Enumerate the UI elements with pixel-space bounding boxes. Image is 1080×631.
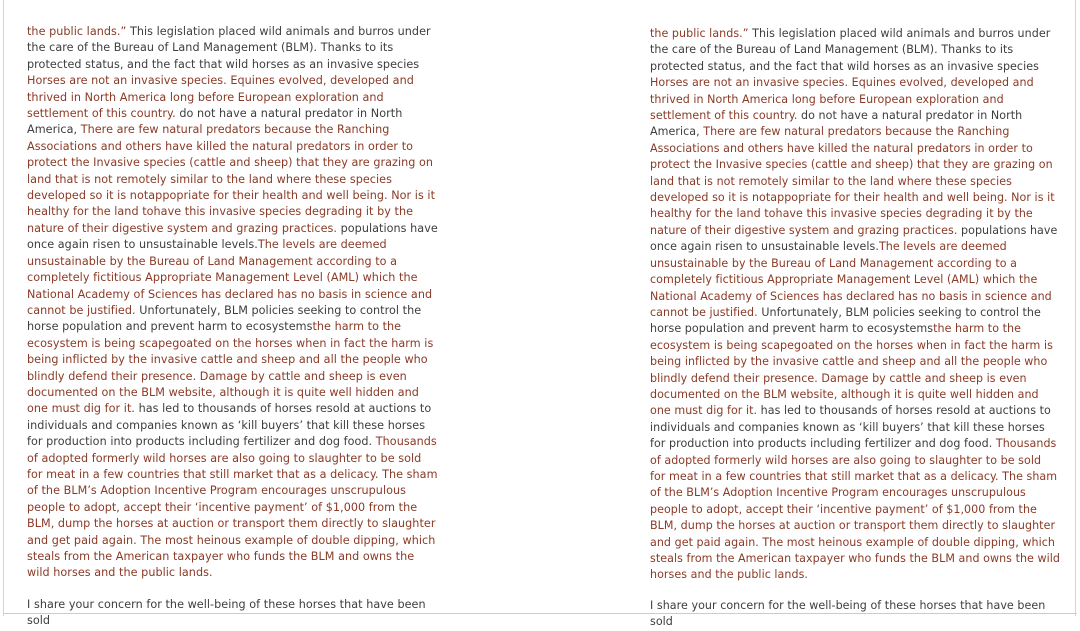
text-segment-edited: Horses are not an invasive species. Equines evolved, developed and thrived in North America long before European exploration and settlement of this country. [27, 74, 414, 121]
text-segment-original: has led to thousands of horses resold at auctions to individuals and companies known as ‘kill buyers’ that kill these horses for production into products including fertilizer and dog food. [650, 404, 1051, 451]
text-segment-original: populations have once again risen to unsustainable levels. [650, 223, 1058, 254]
text-segment-original: This legislation placed wild animals and burros under the care of the Bureau of Land Management (BLM). Thanks to its protected status, and the fact that wild horses as an invasive species [650, 27, 1051, 73]
text-segment-edited: the harm to the ecosystem is being scapegoated on the horses when in fact the harm is being inflicted by the invasive cattle and sheep and all the people who blindly defend their presence. Damage by cattle and sheep is even documented on the BLM website, although it is quite well hidden and one must dig for it. [27, 320, 434, 416]
text-segment-original: Unfortunately, BLM policies seeking to control the horse population and prevent harm to ecosystems [650, 305, 1041, 336]
bottom-divider [3, 613, 1077, 614]
text-segment-edited: There are few natural predators because the Ranching Associations and others have killed the natural predators in order to protect the Invasive species (cattle and sheep) that they are grazing on land that is not remotely similar to the land where these species developed so it is notappopriate for their health and well being. Nor is it healthy for the land tohave this invasive species degrading it by the nature of their digestive system and grazing practices. [650, 125, 1055, 237]
text-segment-edited: the harm to the ecosystem is being scapegoated on the horses when in fact the harm is being inflicted by the invasive cattle and sheep and all the people who blindly defend their presence. Damage by cattle and sheep is even documented on the BLM website, although it is quite well hidden and one must dig for it. [650, 322, 1053, 418]
text-segment-original: has led to thousands of horses resold at auctions to individuals and companies known as ‘kill buyers’ that kill these horses for production into products including fertilizer and dog food. [27, 402, 432, 449]
text-segment-edited: Horses are not an invasive species. Equines evolved, developed and thrived in North America long before European exploration and settlement of this country. [650, 76, 1034, 123]
text-segment-edited: the public lands.” [650, 27, 753, 40]
text-segment-original: Unfortunately, BLM policies seeking to control the horse population and prevent harm to ecosystems [27, 303, 422, 334]
text-segment-edited: The levels are deemed unsustainable by the Bureau of Land Management according to a completely fictitious Appropriate Management Level (AML) which the National Academy of Sciences has declared has no basis in science and cannot be justified. [650, 240, 1052, 319]
document-page-left [3, 0, 455, 628]
document-page-right [634, 0, 1076, 629]
text-segment-original: do not have a natural predator in North America, [650, 109, 1023, 139]
closing-line: I share your concern for the well-being of these horses that have been sold [27, 597, 426, 628]
text-segment-edited: the public lands.” [27, 25, 130, 38]
text-segment-original: do not have a natural predator in North America, [27, 107, 403, 137]
text-segment-edited: The levels are deemed unsustainable by the Bureau of Land Management according to a completely fictitious Appropriate Management Level (AML) which the National Academy of Sciences has declared has no basis in science and cannot be justified. [27, 238, 433, 317]
text-segment-edited: Thousands of adopted formerly wild horses are also going to slaughter to be sold for meat in a few countries that still market that as a delicacy. The sham of the BLM’s Adoption Incentive Program encourages unscrupulous people to adopt, accept their ‘incentive payment’ of $1,000 from the BLM, dump the horses at auction or transport them directly to slaughter and get paid again. The most heinous example of double dipping, which steals from the American taxpayer who funds the BLM and owns the wild horses and the public lands. [27, 435, 438, 580]
text-segment-original: This legislation placed wild animals and burros under the care of the Bureau of Land Management (BLM). Thanks to its protected status, and the fact that wild horses as an invasive species [27, 25, 431, 71]
text-segment-original: populations have once again risen to unsustainable levels. [27, 221, 438, 252]
text-segment-edited: Thousands of adopted formerly wild horses are also going to slaughter to be sold for meat in a few countries that still market that as a delicacy. The sham of the BLM’s Adoption Incentive Program encourages unscrupulous people to adopt, accept their ‘incentive payment’ of $1,000 from the BLM, dump the horses at auction or transport them directly to slaughter and get paid again. The most heinous example of double dipping, which steals from the American taxpayer who funds the BLM and owns the wild horses and the public lands. [650, 437, 1060, 582]
main-paragraph [27, 24, 439, 582]
text-segment-edited: There are few natural predators because the Ranching Associations and others have killed the natural predators in order to protect the Invasive species (cattle and sheep) that they are grazing on land that is not remotely similar to the land where these species developed so it is notappopriate for their health and well being. Nor is it healthy for the land tohave this invasive species degrading it by the nature of their digestive system and grazing practices. [27, 123, 436, 235]
closing-line: I share your concern for the well-being of these horses that have been sold [650, 598, 1046, 629]
main-paragraph [650, 26, 1060, 584]
